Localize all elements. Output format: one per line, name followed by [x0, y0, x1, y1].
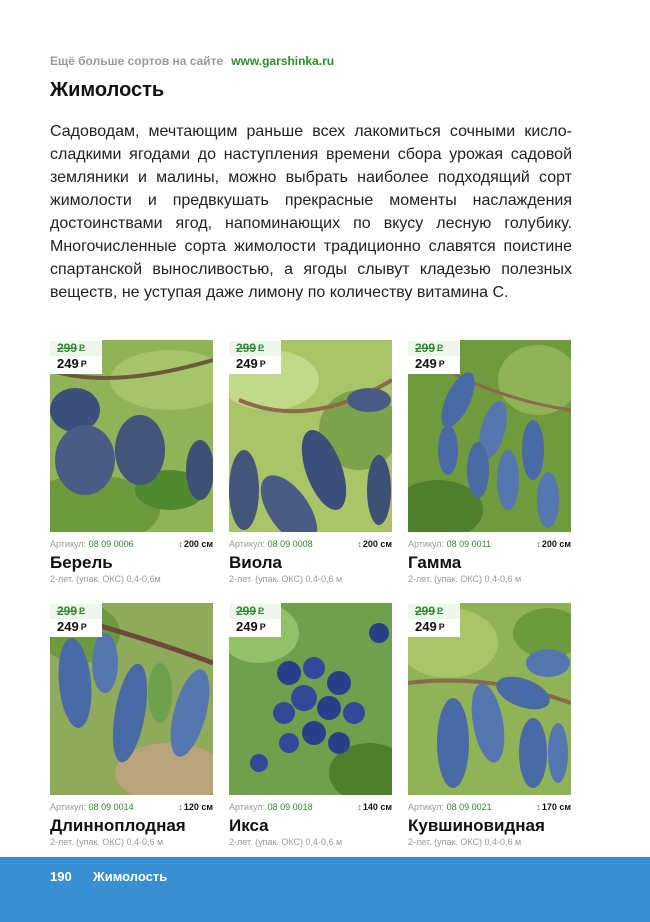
product-photo	[408, 603, 571, 795]
product-name[interactable]: Виола	[229, 553, 282, 572]
old-price: 299 Р	[408, 341, 460, 356]
height: ↕120 см	[178, 802, 213, 812]
price-box	[408, 340, 460, 374]
new-price: 249 Р	[415, 356, 445, 371]
product-photo	[50, 340, 213, 532]
product-desc: 2-лет. (упак. ОКС) 0,4-0,6 м	[408, 574, 522, 584]
article-label: Артикул:	[50, 802, 87, 812]
article-code: 08 09 0008	[267, 539, 313, 549]
product-desc: 2-лет. (упак. ОКС) 0,4-0,6 м	[229, 574, 343, 584]
height-arrow-icon: ↕	[178, 539, 183, 549]
product-name[interactable]: Берель	[50, 553, 113, 572]
product-card[interactable]	[50, 340, 213, 585]
product-desc: 2-лет. (упак. ОКС) 0,4-0,6м	[50, 574, 161, 584]
header-line	[50, 54, 334, 68]
product-name[interactable]: Икса	[229, 816, 269, 835]
meta-row	[408, 802, 571, 816]
product-card[interactable]	[408, 603, 571, 848]
price-box	[50, 340, 102, 374]
old-price: 299 Р	[229, 604, 281, 619]
page-title: Жимолость	[50, 79, 165, 101]
article-label: Артикул:	[229, 802, 266, 812]
article-label: Артикул:	[50, 539, 87, 549]
price-box	[229, 603, 281, 637]
height-arrow-icon: ↕	[536, 802, 541, 812]
article-code: 08 09 0018	[267, 802, 313, 812]
height-arrow-icon: ↕	[178, 802, 183, 812]
product-name[interactable]: Гамма	[408, 553, 462, 572]
article-code: 08 09 0014	[88, 802, 134, 812]
product-desc: 2-лет. (упак. ОКС) 0,4-0,6 м	[50, 837, 164, 847]
product-card[interactable]	[229, 603, 392, 848]
price-box	[50, 603, 102, 637]
site-link[interactable]: www.garshinka.ru	[231, 54, 335, 68]
height: ↕200 см	[178, 539, 213, 549]
price-box	[229, 340, 281, 374]
product-desc: 2-лет. (упак. ОКС) 0,4-0,6 м	[229, 837, 343, 847]
product-photo	[229, 603, 392, 795]
meta-row	[408, 539, 571, 553]
old-price: 299 Р	[229, 341, 281, 356]
product-name[interactable]: Кувшиновидная	[408, 816, 545, 835]
new-price: 249 Р	[57, 619, 87, 634]
new-price: 249 Р	[236, 356, 266, 371]
product-photo	[50, 603, 213, 795]
page-number: 190	[50, 869, 72, 884]
meta-row	[50, 539, 213, 553]
old-price: 299 Р	[408, 604, 460, 619]
product-photo	[408, 340, 571, 532]
height: ↕170 см	[536, 802, 571, 812]
height-arrow-icon: ↕	[536, 539, 541, 549]
product-photo	[229, 340, 392, 532]
height-arrow-icon: ↕	[357, 802, 362, 812]
article-label: Артикул:	[408, 539, 445, 549]
more-varieties-text: Ещё больше сортов на сайте	[50, 54, 224, 68]
article-label: Артикул:	[229, 539, 266, 549]
meta-row	[229, 802, 392, 816]
footer-section-title: Жимолость	[93, 869, 168, 884]
height: ↕140 см	[357, 802, 392, 812]
article-code: 08 09 0006	[88, 539, 134, 549]
meta-row	[50, 802, 213, 816]
price-box	[408, 603, 460, 637]
old-price: 299 Р	[50, 341, 102, 356]
product-card[interactable]	[50, 603, 213, 848]
height-arrow-icon: ↕	[357, 539, 362, 549]
product-desc: 2-лет. (упак. ОКС) 0,4-0,6 м	[408, 837, 522, 847]
page-footer	[0, 857, 650, 922]
new-price: 249 Р	[57, 356, 87, 371]
product-name[interactable]: Длиннoплодная	[50, 816, 186, 835]
new-price: 249 Р	[236, 619, 266, 634]
product-card[interactable]	[229, 340, 392, 585]
new-price: 249 Р	[415, 619, 445, 634]
old-price: 299 Р	[50, 604, 102, 619]
meta-row	[229, 539, 392, 553]
height: ↕200 см	[536, 539, 571, 549]
intro-paragraph: Садоводам, мечтающим раньше всех лакомиться сочными кисло-сладкими ягодами до наступления времени сбора урожая садовой земляники и малины, можно выбрать наиболее подходящий сорт жимолости и предвкушать прекрасные моменты наслаждения достоинствами ягод, напоминающих по вкусу лесную голубику. Многочисленные сорта жимолости традиционно славятся поистине спартанской выносливостью, а ягоды слывут кладезью полезных веществ, не уступая даже лимону по количеству витамина С.	[50, 123, 572, 301]
article-label: Артикул:	[408, 802, 445, 812]
article-code: 08 09 0021	[446, 802, 492, 812]
product-card[interactable]	[408, 340, 571, 585]
height: ↕200 см	[357, 539, 392, 549]
article-code: 08 09 0011	[446, 539, 491, 549]
